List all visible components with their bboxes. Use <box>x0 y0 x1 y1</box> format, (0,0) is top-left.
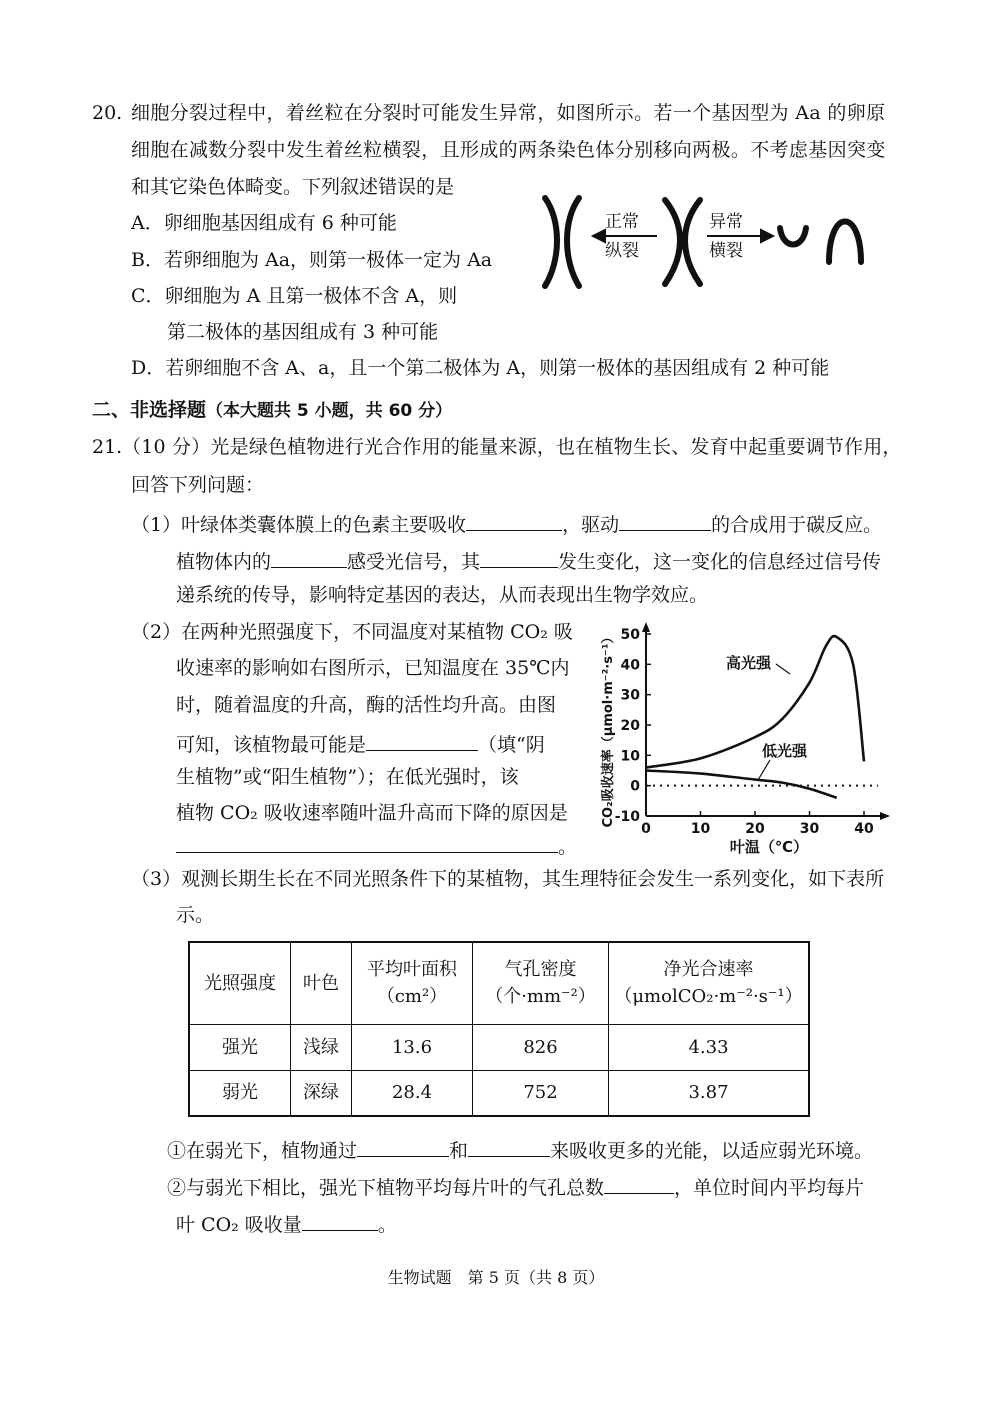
answer-blank-synthesis[interactable] <box>619 512 711 531</box>
centromere-division-figure <box>535 190 875 295</box>
q21-part3-sub1-c: 来吸收更多的光能，以适应弱光环境。 <box>550 1140 874 1162</box>
y-tick-label: 10 <box>620 748 640 765</box>
table-cell: 弱光 <box>189 1070 291 1116</box>
table-header-net-photosynthesis: 净光合速率 （μmolCO₂·m⁻²·s⁻¹） <box>609 942 810 1024</box>
q21-part1-text-a: （1）叶绿体类囊体膜上的色素主要吸收 <box>131 514 467 536</box>
q21-part2-line4 <box>176 732 545 755</box>
y-tick-label: 50 <box>620 627 640 643</box>
answer-blank-plant-type[interactable] <box>366 732 478 751</box>
q20-stem-line2: 细胞在减数分裂中发生着丝粒横裂，且形成的两条染色体分别移向两极。不考虑基因突变 <box>131 139 886 161</box>
light-condition-table <box>188 941 810 1117</box>
q21-part3-sub1-a: ①在弱光下，植物通过 <box>167 1140 358 1162</box>
x-tick-label: 30 <box>799 821 820 837</box>
series-low-light-curve <box>646 771 837 798</box>
y-tick-label: 40 <box>620 657 640 674</box>
q20-stem-line1: 细胞分裂过程中，着丝粒在分裂时可能发生异常，如图所示。若一个基因型为 Aa 的卵原 <box>131 102 886 124</box>
q21-part2-line3: 时，随着温度的升高，酶的活性均升高。由图 <box>176 694 557 716</box>
answer-blank-receptor[interactable] <box>271 549 347 568</box>
q21-part1-text-b: ，驱动 <box>562 514 620 536</box>
table-cell: 3.87 <box>609 1070 810 1116</box>
arrow-left-head <box>593 230 605 242</box>
x-tick-label: 40 <box>854 821 874 837</box>
section2-header <box>92 401 452 420</box>
chromatid-left-2 <box>567 198 579 286</box>
y-axis-arrow <box>642 622 650 632</box>
q21-part1-text-f: 发生变化，这一变化的信息经过信号传 <box>558 551 882 573</box>
table-cell: 13.6 <box>352 1024 473 1070</box>
q21-part2-period: 。 <box>558 836 578 858</box>
y-tick-label: 0 <box>630 778 640 795</box>
x-axis-label: 叶温（℃） <box>729 838 809 856</box>
arrow-right-head <box>761 230 773 242</box>
q20-number: 20. <box>92 102 123 124</box>
y-tick-label: 20 <box>620 718 640 734</box>
x-tick-label: 0 <box>641 821 651 837</box>
q21-part2-line2: 收速率的影响如右图所示，已知温度在 35℃内 <box>176 657 570 679</box>
table-header-leaf-area: 平均叶面积 （cm²） <box>352 942 473 1024</box>
chromatid-u <box>780 228 806 245</box>
q21-part3-sub1-b: 和 <box>449 1140 469 1162</box>
q21-part3-sub2-d: 。 <box>377 1214 397 1236</box>
answer-blank-change[interactable] <box>480 549 558 568</box>
y-axis-label: CO₂吸收速率（μmol·m⁻²·s⁻¹） <box>601 630 616 828</box>
chromosome-x-right <box>685 200 700 284</box>
table-cell: 浅绿 <box>291 1024 352 1070</box>
q21-intro-line1: （10 分）光是绿色植物进行光合作用的能量来源，也在植物生长、发育中起重要调节作用， <box>122 436 902 458</box>
section2-note: （本大题共 5 小题，共 60 分） <box>206 401 453 421</box>
q20-option-c-line2: 第二极体的基因组成有 3 种可能 <box>167 321 439 343</box>
q21-part3-line2: 示。 <box>176 904 215 926</box>
q21-part3-sub1 <box>167 1138 873 1161</box>
series-label-high-light: 高光强 <box>726 654 772 672</box>
chromosome-x-left <box>665 200 680 284</box>
x-axis-arrow <box>880 812 890 820</box>
q20-option-b: B．若卵细胞为 Aa，则第一极体一定为 Aa <box>131 249 493 271</box>
q21-part2-line1: （2）在两种光照强度下，不同温度对某植物 CO₂ 吸 <box>131 621 573 643</box>
q21-part3-sub2-b: ，单位时间内平均每片 <box>674 1177 865 1199</box>
label-normal: 正常 <box>605 212 639 232</box>
q21-part3-line1: （3）观测长期生长在不同光照条件下的某植物，其生理特征会发生一系列变化，如下表所 <box>131 868 885 890</box>
table-cell: 4.33 <box>609 1024 810 1070</box>
table-cell: 752 <box>473 1070 609 1116</box>
co2-absorption-chart <box>596 620 896 860</box>
y-tick-label: 30 <box>620 687 640 704</box>
q21-part1-line3: 递系统的传导，影响特定基因的表达，从而表现出生物学效应。 <box>176 584 709 606</box>
q21-part2-line6: 植物 CO₂ 吸收速率随叶温升高而下降的原因是 <box>176 802 568 824</box>
chromatid-left-1 <box>545 198 557 286</box>
q20-stem-line3: 和其它染色体畸变。下列叙述错误的是 <box>131 176 455 198</box>
q21-part3-sub2-line1 <box>167 1175 864 1198</box>
q20-option-a: A．卵细胞基因组成有 6 种可能 <box>131 212 397 234</box>
table-cell: 强光 <box>189 1024 291 1070</box>
page-footer: 生物试题 第 5 页（共 8 页） <box>387 1268 605 1287</box>
q21-part1-text-e: 感受光信号，其 <box>347 551 481 573</box>
table-row <box>189 1024 809 1070</box>
label-abnormal: 异常 <box>709 212 743 232</box>
chromatid-n <box>829 222 861 263</box>
x-tick-label: 20 <box>745 821 765 837</box>
table-header-stomata-density: 气孔密度 （个·mm⁻²） <box>473 942 609 1024</box>
x-tick-label: 10 <box>690 821 711 837</box>
label-longitudinal: 纵裂 <box>605 241 639 261</box>
q21-part1-text-c: 的合成用于碳反应。 <box>711 514 883 536</box>
q20-option-c-line1: C．卵细胞为 A 且第一极体不含 A，则 <box>131 285 458 307</box>
q21-number: 21. <box>92 436 123 458</box>
answer-blank-weak-light-2[interactable] <box>468 1138 550 1157</box>
table-row <box>189 1070 809 1116</box>
label-transverse: 横裂 <box>709 241 743 261</box>
series-label-low-leader <box>758 760 770 780</box>
series-label-low-light: 低光强 <box>762 742 808 760</box>
q21-part1-text-d: 植物体内的 <box>176 551 272 573</box>
table-cell: 28.4 <box>352 1070 473 1116</box>
q21-intro-line2: 回答下列问题： <box>131 474 265 496</box>
answer-blank-weak-light-1[interactable] <box>357 1138 449 1157</box>
series-label-high-leader <box>776 664 790 674</box>
answer-blank-reason[interactable] <box>176 834 558 853</box>
table-cell: 深绿 <box>291 1070 352 1116</box>
q21-part3-sub2-line2 <box>176 1212 397 1235</box>
section2-title: 二、非选择题 <box>92 399 207 421</box>
q21-part3-sub2-c: 叶 CO₂ 吸收量 <box>176 1214 302 1236</box>
answer-blank-pigment-absorb[interactable] <box>466 512 562 531</box>
table-header-light: 光照强度 <box>189 942 291 1024</box>
y-tick-label: -10 <box>614 809 640 825</box>
q21-part2-text-a: 可知，该植物最可能是 <box>176 734 367 756</box>
q21-part1-line2 <box>176 549 881 572</box>
q21-part2-line5: 生植物”或“阳生植物”）；在低光强时，该 <box>176 766 519 788</box>
q21-part1-line1 <box>131 512 882 535</box>
q20-option-d: D．若卵细胞不含 A、a，且一个第二极体为 A，则第一极体的基因组成有 2 种可能 <box>131 357 830 379</box>
q21-part2-line7 <box>176 834 577 857</box>
answer-blank-stomata-total[interactable] <box>604 1175 674 1194</box>
table-header-leaf-color: 叶色 <box>291 942 352 1024</box>
q21-part2-text-b: （填“阴 <box>478 734 545 756</box>
table-cell: 826 <box>473 1024 609 1070</box>
q21-part3-sub2-a: ②与弱光下相比，强光下植物平均每片叶的气孔总数 <box>167 1177 605 1199</box>
answer-blank-co2-uptake[interactable] <box>302 1212 378 1231</box>
